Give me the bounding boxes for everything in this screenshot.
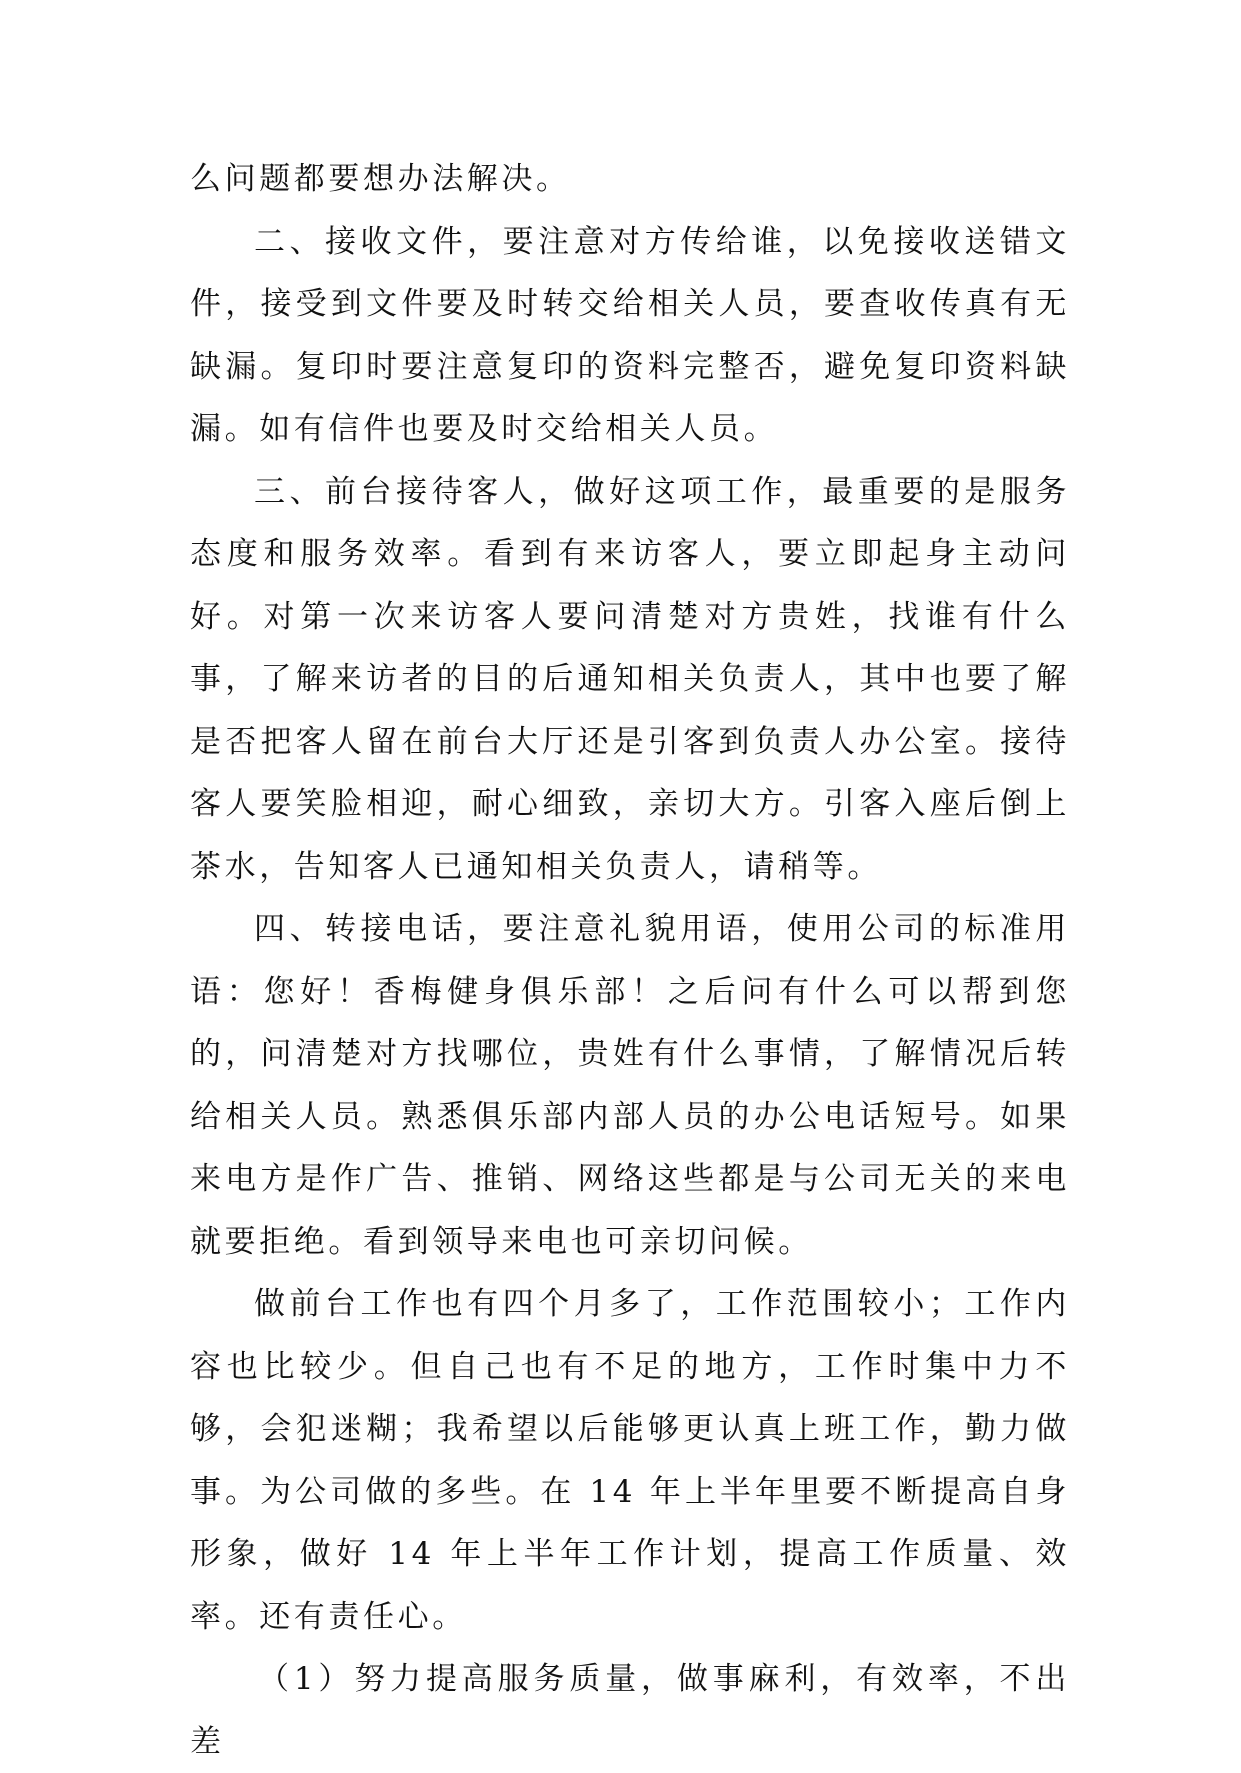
- paragraph-self-review: 做前台工作也有四个月多了，工作范围较小；工作内容也比较少。但自己也有不足的地方，工作时集中力不够，会犯迷糊；我希望以后能够更认真上班工作，勤力做事。为公司做的多些。在 14 年上半年里要不断提高自身形象，做好 14 年上半年工作计划，提高工作质量、效率。还有责任心。: [190, 1286, 1070, 1635]
- paragraph-reception-guests: 三、前台接待客人，做好这项工作，最重要的是服务态度和服务效率。看到有来访客人，要立即起身主动问好。对第一次来访客人要问清楚对方贵姓，找谁有什么事，了解来访者的目的后通知相关负责人，其中也要了解是否把客人留在前台大厅还是引客到负责人办公室。接待客人要笑脸相迎，耐心细致，亲切大方。引客入座后倒上茶水，告知客人已通知相关负责人，请稍等。: [190, 473, 1070, 885]
- paragraph-continuation: 么问题都要想办法解决。: [190, 161, 571, 197]
- document-body: [190, 148, 1070, 1773]
- paragraph-receive-files: 二、接收文件，要注意对方传给谁，以免接收送错文件，接受到文件要及时转交给相关人员，要查收传真有无缺漏。复印时要注意复印的资料完整否，避免复印资料缺漏。如有信件也要及时交给相关人员。: [190, 223, 1070, 447]
- paragraph-phone-transfer: 四、转接电话，要注意礼貌用语，使用公司的标准用语：您好！香梅健身俱乐部！之后问有什么可以帮到您的，问清楚对方找哪位，贵姓有什么事情，了解情况后转给相关人员。熟悉俱乐部内部人员的办公电话短号。如果来电方是作广告、推销、网络这些都是与公司无关的来电就要拒绝。看到领导来电也可亲切问候。: [190, 911, 1070, 1260]
- paragraph-plan-item-1: （1）努力提高服务质量，做事麻利，有效率，不出差: [190, 1661, 1070, 1760]
